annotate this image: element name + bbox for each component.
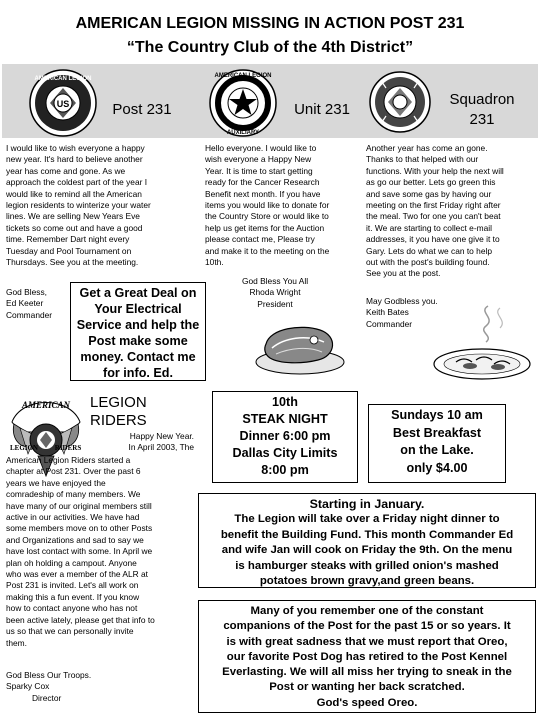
- riders-article-line: making this a fun event. If you know: [6, 591, 140, 602]
- oreo-line: our favorite Post Dog has retired to the Post Kennel: [226, 650, 508, 663]
- oreo-line: Many of you remember one of the constant: [250, 605, 484, 617]
- january-line: and wife Jan will cook on Friday the 9th. On the menu: [221, 544, 513, 557]
- post-article-line: lines. We are selling New Years Eve: [6, 211, 140, 222]
- post-article-line: new year. It's hard to believe another: [6, 154, 143, 165]
- electrical-ad-line: for info. Ed.: [103, 366, 173, 380]
- riders-seal-mid-text: LEGION: [9, 444, 39, 452]
- riders-article-line: years we have enjoyed the: [6, 477, 106, 488]
- squadron-article-line: addresses, it you have one give it to: [366, 234, 500, 245]
- seal-us-text: US: [56, 99, 70, 109]
- squadron-seal-icon: [368, 70, 432, 134]
- riders-article-line: and Organizations and sad to say we: [6, 534, 144, 545]
- unit-sign-line: God Bless You All: [241, 276, 309, 286]
- electrical-ad-line: Get a Great Deal on: [79, 286, 197, 300]
- squadron-article-line: and save some gas by having our: [366, 188, 492, 199]
- oreo-line: Everlasting. We will all miss her trying to sneak in the: [222, 666, 512, 679]
- post-article-line: approach the coldest part of the year I: [6, 177, 148, 188]
- riders-article-line: us so that we can personally invite: [6, 626, 134, 637]
- auxiliary-seal-icon: [208, 68, 278, 138]
- unit-sign-line: President: [257, 298, 293, 309]
- oreo-line: companions of the Post for the past 15 or so years. It: [223, 620, 511, 633]
- january-line: potatoes brown gravy,and green beans.: [259, 575, 475, 588]
- electrical-ad-line: money. Contact me: [80, 350, 196, 364]
- riders-article: [6, 455, 194, 649]
- post-article-line: I would like to wish everyone a happy: [6, 143, 145, 153]
- unit-sign-line: Rhoda Wright: [249, 287, 301, 298]
- post-article-line: legion residents to winterize your water: [6, 200, 151, 211]
- riders-article-line: them.: [6, 637, 27, 648]
- american-legion-seal-icon: [28, 68, 98, 138]
- post-sign-line: God Bless,: [6, 287, 47, 297]
- riders-sign-line: Director: [32, 692, 62, 703]
- steak-night-line: Dinner 6:00 pm: [239, 429, 331, 443]
- unit-article-line: Year. It is time to start getting: [205, 165, 313, 176]
- unit-article-line: please contact me, Please try: [205, 234, 315, 245]
- riders-article-line: Post 231 is invited. Let's all work on: [6, 580, 139, 591]
- breakfast-line: on the Lake.: [400, 443, 474, 457]
- riders-article-line: active in our activities. We have had: [6, 512, 140, 523]
- seal-unit-bottom-text: AUXILIARY: [226, 130, 260, 136]
- steak-night-line: 10th: [272, 395, 298, 409]
- squadron-article-line: meeting on the first Friday right after: [366, 200, 501, 211]
- riders-article-line: been active lately, please get that info to: [6, 614, 155, 625]
- squadron-label-line2: 231: [469, 111, 495, 128]
- post-article-line: tickets so come out and have a good: [6, 222, 143, 233]
- riders-sign-line: God Bless Our Troops.: [6, 670, 92, 680]
- breakfast-line: Sundays 10 am: [391, 408, 483, 422]
- riders-sign-line: Sparky Cox: [6, 681, 50, 692]
- riders-title: [90, 394, 147, 430]
- unit-article-line: the Country Store or would like to: [205, 211, 329, 222]
- post-article-line: Tuesday and Pool Tournament on: [6, 245, 132, 256]
- post-article-line: would like to remind all the American: [6, 188, 142, 199]
- steak-night-line: 8:00 pm: [261, 463, 309, 477]
- post-sign-line: Ed Keeter: [6, 298, 44, 309]
- january-line: benefit the Building Fund. This month Commander Ed: [220, 528, 514, 541]
- oreo-line: Post or wanting her back scratched.: [269, 681, 465, 694]
- january-line: The Legion will take over a Friday night dinner to: [234, 513, 500, 525]
- riders-intro: [90, 431, 194, 454]
- squadron-label-line1: Squadron: [449, 91, 515, 108]
- squadron-sign-line: May Godbless you.: [366, 296, 438, 306]
- riders-signature: [6, 670, 186, 704]
- electrical-ad-line: Your Electrical: [94, 302, 182, 316]
- unit-article-line: Hello everyone. I would like to: [205, 143, 317, 153]
- riders-article-line: have lost contact with some. In April we: [6, 546, 153, 557]
- unit-article-line: items you would like to donate for: [205, 200, 330, 211]
- riders-title-line2: RIDERS: [90, 412, 147, 429]
- post-article: [6, 143, 194, 268]
- riders-intro-line: In April 2003, The: [128, 442, 194, 453]
- newsletter-subtitle: “The Country Club of the 4th District”: [126, 39, 414, 56]
- steak-night-line: Dallas City Limits: [232, 446, 338, 460]
- riders-article-line: how to contact anyone who has not: [6, 603, 138, 614]
- squadron-article: [366, 143, 534, 280]
- squadron-article-line: Another year has come an gone.: [366, 143, 488, 153]
- riders-article-line: American Legion Riders started a: [6, 455, 131, 465]
- riders-seal-top-text: AMERICAN: [21, 400, 71, 410]
- breakfast-plate-icon: [430, 302, 536, 384]
- oreo-line: is with great sadness that we must report that Oreo,: [226, 635, 508, 648]
- post-signature: [6, 287, 68, 321]
- january-line: is hamburger steaks with grilled onion's mashed: [235, 559, 499, 572]
- breakfast-line: only $4.00: [406, 460, 468, 475]
- post-article-line: Thursdays. See you at the meeting.: [6, 257, 139, 268]
- riders-article-line: some members move on to other Posts: [6, 523, 153, 534]
- squadron-article-line: functions. With your help the next will: [366, 165, 504, 176]
- oreo-line: God's speed Oreo.: [316, 696, 418, 709]
- january-heading: Starting in January.: [309, 497, 425, 511]
- post-article-line: time. Remember Dart night every: [6, 234, 130, 245]
- electrical-ad-line: Post make some: [88, 334, 188, 348]
- unit-article-line: ready for the Cancer Research: [205, 177, 320, 188]
- unit-label: Unit 231: [294, 101, 350, 118]
- riders-article-line: chapter at Post 231. Over the past 6: [6, 466, 141, 477]
- squadron-article-line: it. We are starting to collect e-mail: [366, 222, 492, 233]
- steak-night-line: STEAK NIGHT: [242, 412, 328, 426]
- unit-article-line: 10th.: [205, 257, 224, 268]
- squadron-article-line: Thanks to that helped with our: [366, 154, 479, 165]
- steak-icon: [250, 318, 350, 380]
- unit-article-line: and make it to the meeting on the: [205, 245, 330, 256]
- squadron-article-line: as go our better. Lets go green this: [366, 177, 496, 188]
- steak-night-box: [212, 391, 358, 483]
- squadron-article-line: See you at the post.: [366, 268, 441, 279]
- riders-article-line: who was ever a member of the ALR at: [6, 569, 148, 580]
- riders-title-line1: LEGION: [90, 394, 147, 411]
- riders-intro-line: Happy New Year.: [129, 431, 194, 441]
- seal-legion-text: AMERICAN LEGION: [34, 76, 92, 82]
- seal-unit-top-text: AMERICAN LEGION: [214, 73, 272, 79]
- squadron-sign-line: Commander: [366, 318, 413, 329]
- post-sign-line: Commander: [6, 309, 53, 320]
- unit-article-line: wish everyone a Happy New: [205, 154, 312, 165]
- post-label: Post 231: [112, 101, 172, 118]
- riders-article-line: plan oh holding a campout. Anyone: [6, 557, 137, 568]
- squadron-article-line: out with the post's building found.: [366, 257, 490, 268]
- riders-seal-bottom-text: RIDERS: [54, 444, 82, 452]
- post-article-line: year has come and gone. As we: [6, 165, 126, 176]
- unit-article-line: Benefit next month. If you have: [205, 188, 321, 199]
- electrical-ad-box: [70, 282, 206, 381]
- riders-article-line: have many of our original members still: [6, 500, 152, 511]
- electrical-ad-line: Service and help the: [76, 318, 200, 332]
- breakfast-box: [368, 404, 506, 483]
- unit-signature: [205, 276, 345, 310]
- riders-article-line: comradeship of many members. We: [6, 489, 141, 500]
- squadron-sign-line: Keith Bates: [366, 307, 409, 318]
- unit-article: [205, 143, 357, 268]
- newsletter-title: AMERICAN LEGION MISSING IN ACTION POST 231: [75, 15, 465, 32]
- unit-article-line: help us get items for the Auction: [205, 222, 325, 233]
- squadron-article-line: Gary. Lets do what we can to help: [366, 245, 493, 256]
- breakfast-line: Best Breakfast: [392, 425, 482, 440]
- oreo-memorial-box: [198, 600, 536, 713]
- january-dinner-box: [198, 493, 536, 588]
- squadron-article-line: the meal. Two for one you can't beat: [366, 211, 501, 222]
